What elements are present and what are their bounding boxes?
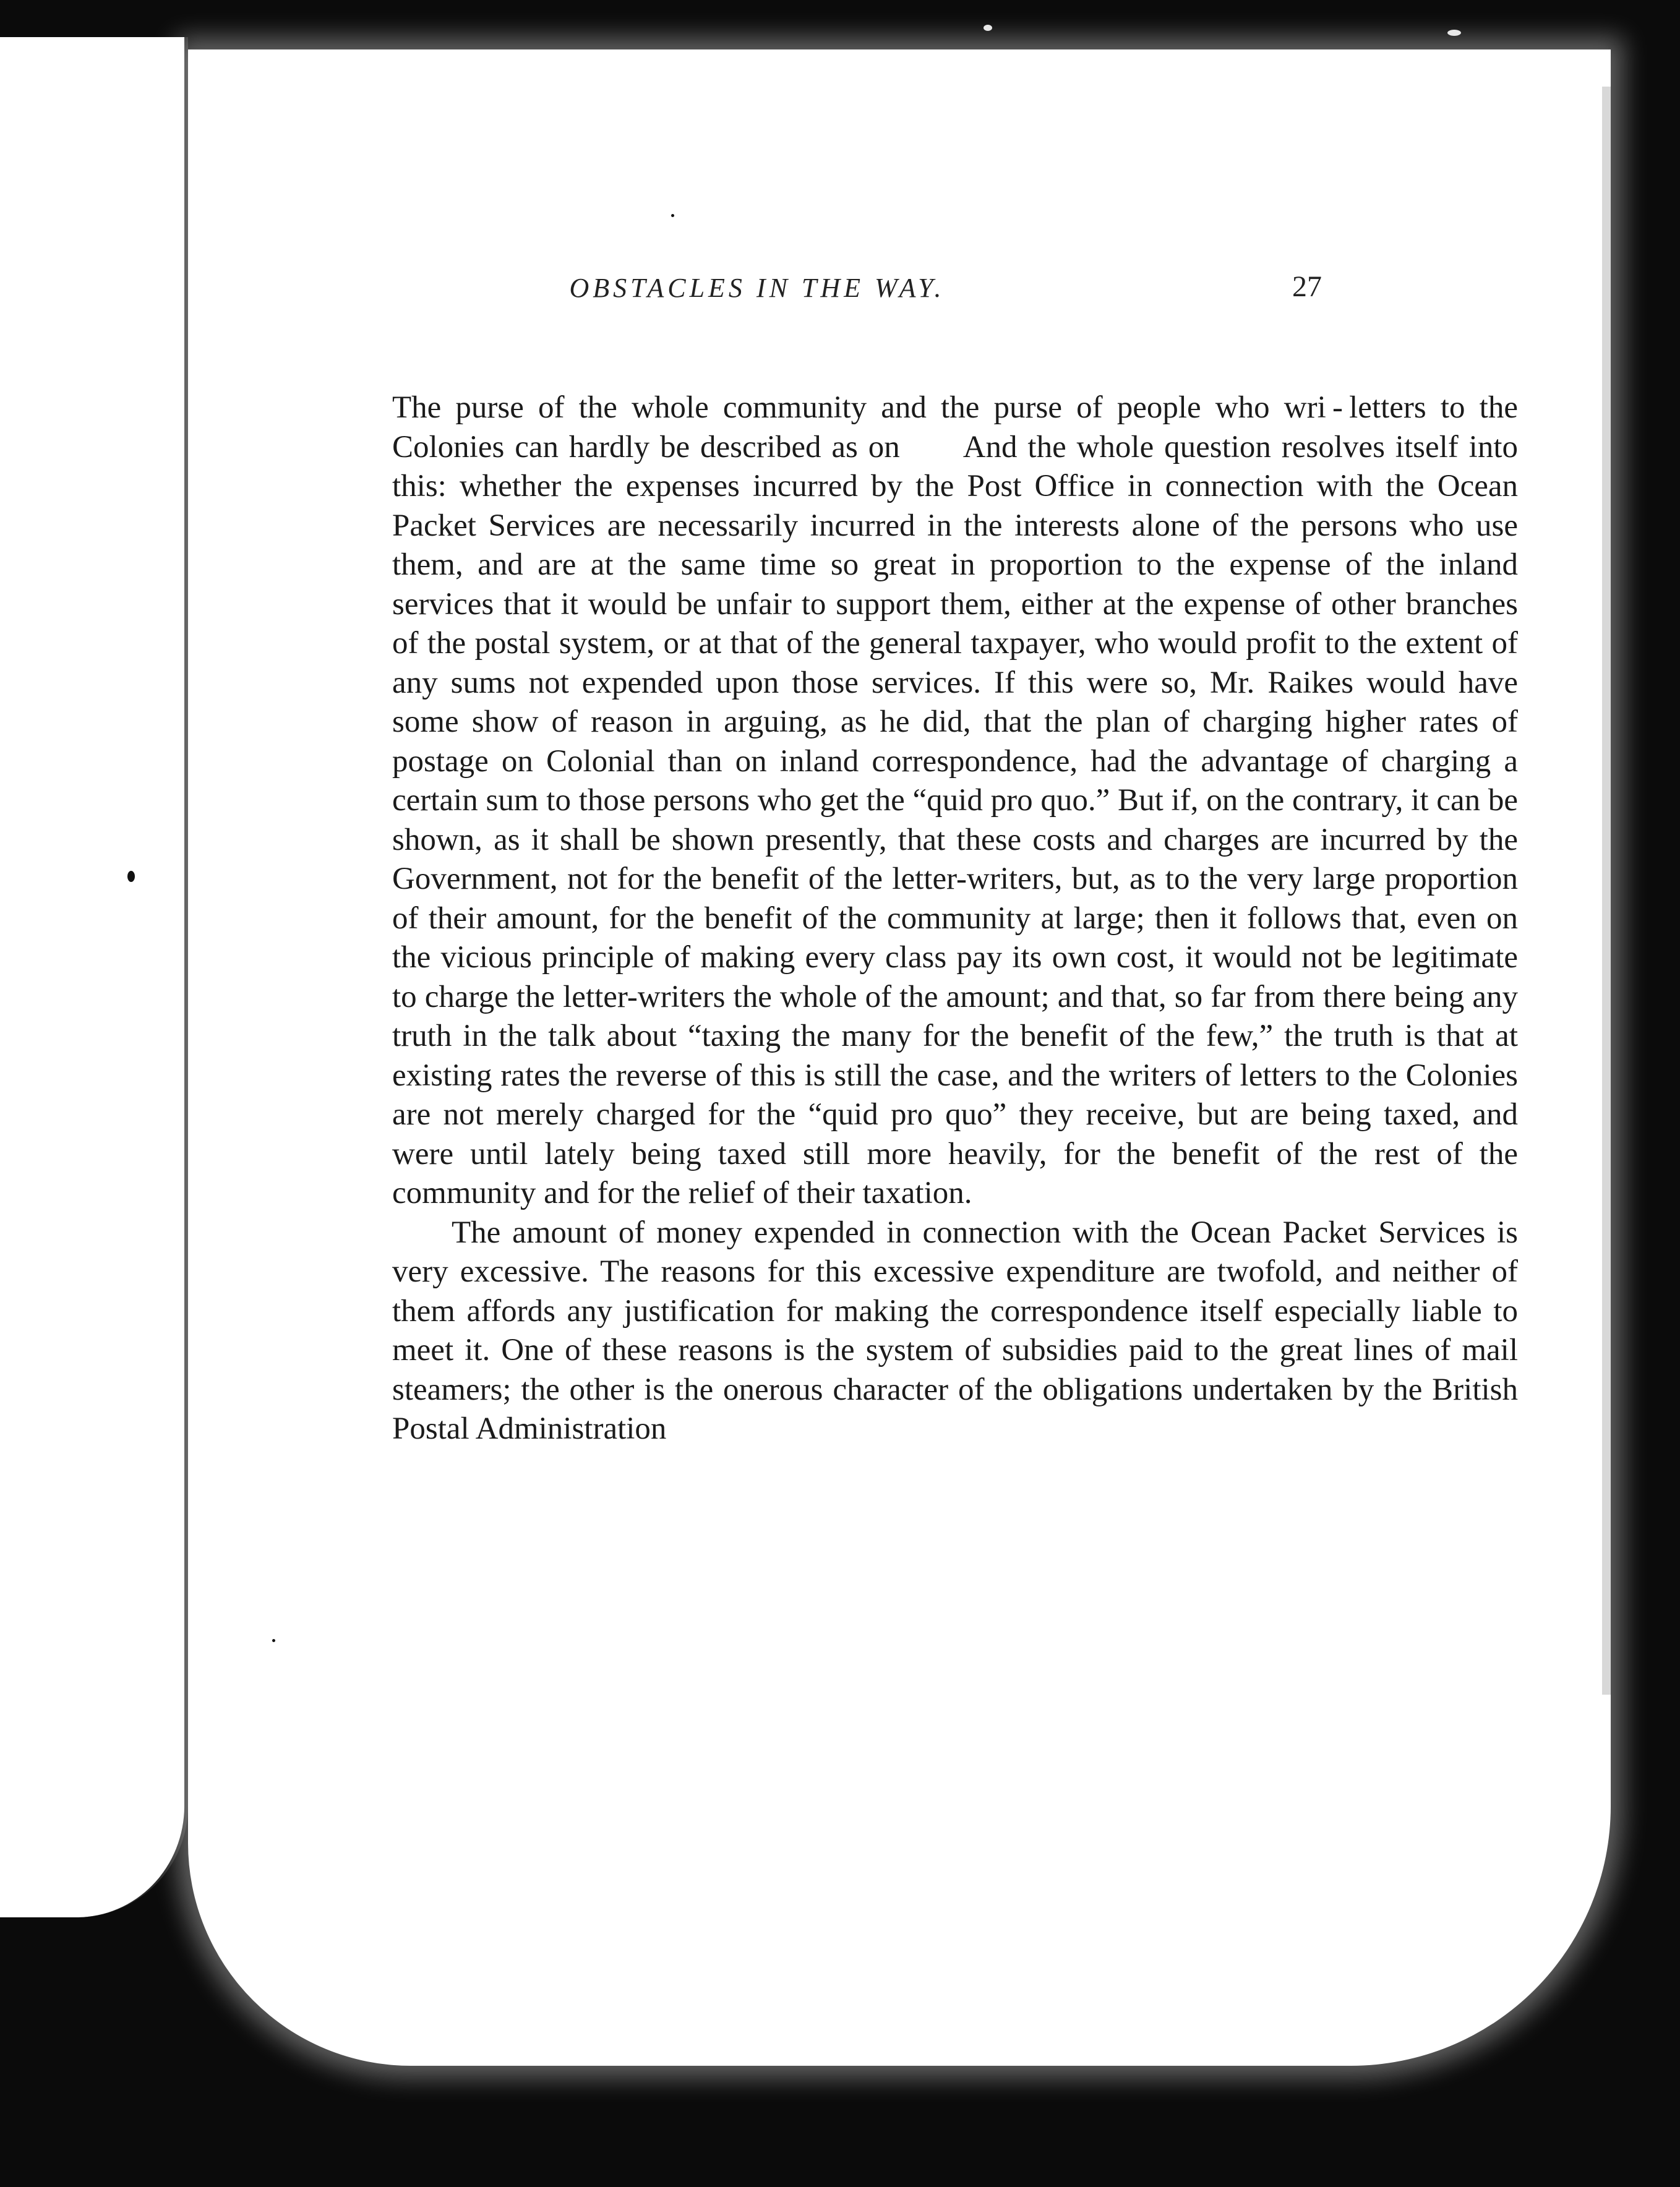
paragraph: The purse of the whole community and the purse of people who wri - letters to the Colonies can hardly be described as on And the whole question resolves itself into this: whether the expenses incurred by the Post Office in connection with the Ocean Packet Services are necessarily incurred in the interests alone of the persons who use them, and are at the same time so great in proportion to the expense of the inland services that it would be unfair to support them, either at the expense of other branches of the postal system, or at that of the general taxpayer, who would profit to the extent of any sums not expended upon those services. If this were so, Mr. Raikes would have some show of reason in arguing, as he did, that the plan of charging higher rates of postage on Colonial than on inland correspondence, had the advantage of charging a certain sum to those persons who get the “quid pro quo.” But if, on the contrary, it can be shown, as it shall be shown presently, that these costs and charges are incurred by the Government, not for the benefit of the letter-writers, but, as to the very large proportion of their amount, for the benefit of the community at large; then it follows that, even on the vicious principle of making every class pay its own cost, it would not be legitimate to charge the letter-writers the whole of the amount; and that, so far from there being any truth in the talk about “taxing the many for the benefit of the few,” the truth is that at existing rates the reverse of this is still the case, and the writers of letters to the Colonies are not merely charged for the “quid pro quo” they receive, but are being taxed, and were until lately being taxed still more heavily, for the benefit of the rest of the community and for the relief of their taxation. xyxy=(392,390,1518,1210)
scan-speck xyxy=(671,214,674,217)
book-page xyxy=(188,49,1611,2066)
facing-page-edge xyxy=(0,37,188,1917)
scan-speck xyxy=(984,25,992,31)
scan-speck xyxy=(127,871,135,882)
page-fold-edge xyxy=(1602,87,1611,1695)
scan-speck xyxy=(272,1639,275,1642)
page-number: 27 xyxy=(1292,270,1322,303)
running-head: OBSTACLES IN THE WAY. xyxy=(569,273,945,303)
paragraph: The amount of money expended in connection with the Ocean Packet Services is very excessive. The reasons for this excessive expenditure are twofold, and neither of them affords any justification for making the correspondence itself especially liable to meet it. One of these reasons is the system of subsidies paid to the great lines of mail steamers; the other is the onerous character of the obligations undertaken by the British Postal Administration xyxy=(392,1215,1518,1446)
scan-speck xyxy=(1447,30,1461,36)
body-text xyxy=(392,388,1518,1449)
